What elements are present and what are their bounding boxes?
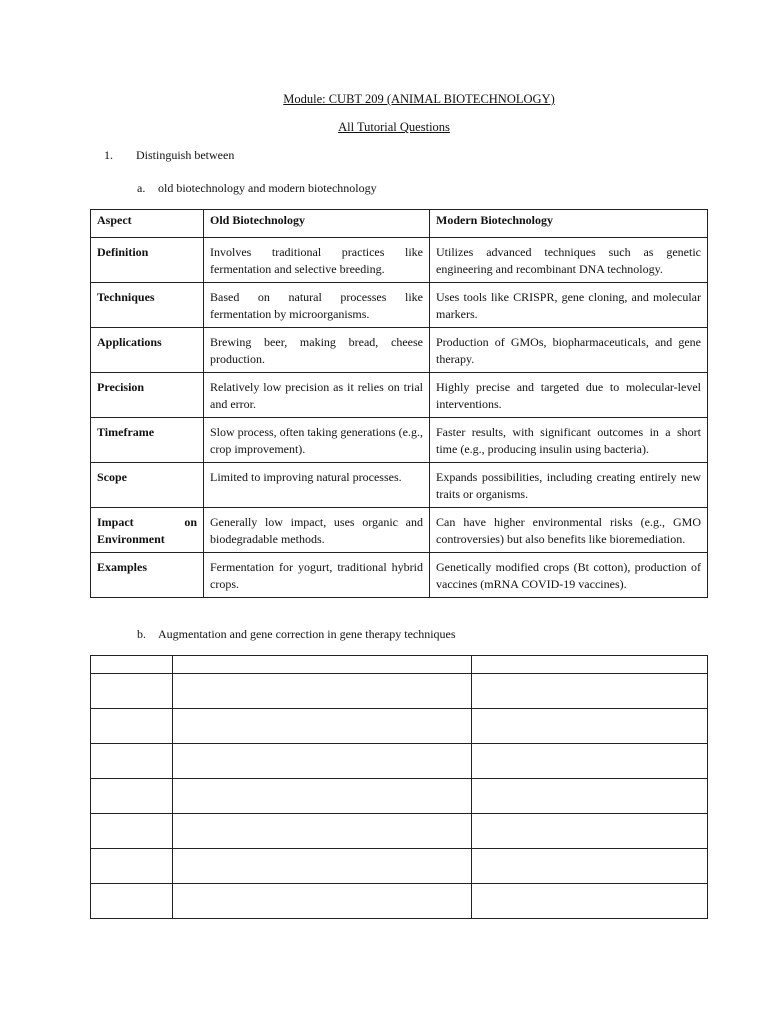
aspect-cell: Definition bbox=[91, 238, 204, 283]
empty-cell bbox=[472, 779, 708, 814]
empty-cell bbox=[472, 674, 708, 709]
empty-table-row bbox=[91, 674, 708, 709]
aspect-word: Impact bbox=[97, 515, 134, 529]
empty-cell bbox=[472, 709, 708, 744]
part-a-letter: a. bbox=[137, 181, 146, 195]
empty-cell bbox=[91, 814, 173, 849]
modern-cell: Can have higher environmental risks (e.g., GMO controversies) but also benefits like bioremediation. bbox=[430, 508, 708, 553]
modern-cell: Highly precise and targeted due to molecular-level interventions. bbox=[430, 373, 708, 418]
empty-cell bbox=[91, 779, 173, 814]
empty-cell bbox=[472, 744, 708, 779]
table-row bbox=[91, 553, 708, 598]
empty-cell bbox=[173, 779, 472, 814]
aspect-cell: Examples bbox=[91, 553, 204, 598]
empty-table-row bbox=[91, 884, 708, 919]
empty-answer-table bbox=[90, 655, 708, 919]
empty-table-row bbox=[91, 744, 708, 779]
empty-cell bbox=[173, 656, 472, 674]
comparison-table bbox=[90, 209, 708, 598]
modern-cell: Utilizes advanced techniques such as genetic engineering and recombinant DNA technology. bbox=[430, 238, 708, 283]
aspect-cell: Precision bbox=[91, 373, 204, 418]
table-row bbox=[91, 418, 708, 463]
old-cell: Fermentation for yogurt, traditional hybrid crops. bbox=[204, 553, 430, 598]
table-row bbox=[91, 283, 708, 328]
empty-table-row bbox=[91, 779, 708, 814]
table-row bbox=[91, 463, 708, 508]
part-b-heading bbox=[137, 627, 456, 642]
table-row bbox=[91, 328, 708, 373]
empty-table-row bbox=[91, 849, 708, 884]
empty-cell bbox=[472, 884, 708, 919]
question-1 bbox=[104, 148, 234, 163]
empty-cell bbox=[173, 814, 472, 849]
tutorial-subtitle: All Tutorial Questions bbox=[338, 120, 450, 134]
part-b-text: Augmentation and gene correction in gene therapy techniques bbox=[158, 627, 456, 641]
empty-cell bbox=[472, 849, 708, 884]
table-row bbox=[91, 238, 708, 283]
empty-cell bbox=[173, 674, 472, 709]
old-cell: Based on natural processes like fermentation by microorganisms. bbox=[204, 283, 430, 328]
part-a-heading bbox=[137, 181, 377, 196]
aspect-cell: Scope bbox=[91, 463, 204, 508]
empty-cell bbox=[472, 656, 708, 674]
empty-cell bbox=[173, 849, 472, 884]
old-cell: Relatively low precision as it relies on trial and error. bbox=[204, 373, 430, 418]
empty-cell bbox=[472, 814, 708, 849]
empty-table-row bbox=[91, 709, 708, 744]
empty-cell bbox=[173, 744, 472, 779]
aspect-word: on bbox=[184, 515, 197, 529]
empty-cell bbox=[91, 849, 173, 884]
question-1-number: 1. bbox=[104, 148, 113, 162]
old-cell: Slow process, often taking generations (e.g., crop improvement). bbox=[204, 418, 430, 463]
aspect-cell: Techniques bbox=[91, 283, 204, 328]
empty-table-row bbox=[91, 814, 708, 849]
old-cell: Brewing beer, making bread, cheese production. bbox=[204, 328, 430, 373]
old-cell: Involves traditional practices like fermentation and selective breeding. bbox=[204, 238, 430, 283]
empty-cell bbox=[173, 884, 472, 919]
modern-cell: Expands possibilities, including creating entirely new traits or organisms. bbox=[430, 463, 708, 508]
empty-cell bbox=[91, 656, 173, 674]
aspect-cell: Timeframe bbox=[91, 418, 204, 463]
empty-table-header-row bbox=[91, 656, 708, 674]
modern-cell: Production of GMOs, biopharmaceuticals, and gene therapy. bbox=[430, 328, 708, 373]
aspect-word: Environment bbox=[97, 532, 165, 546]
empty-cell bbox=[91, 674, 173, 709]
empty-cell bbox=[91, 884, 173, 919]
part-a-text: old biotechnology and modern biotechnology bbox=[158, 181, 377, 195]
aspect-cell: Applications bbox=[91, 328, 204, 373]
empty-cell bbox=[91, 709, 173, 744]
table-row bbox=[91, 508, 708, 553]
old-cell: Generally low impact, uses organic and biodegradable methods. bbox=[204, 508, 430, 553]
empty-cell bbox=[91, 744, 173, 779]
modern-cell: Faster results, with significant outcomes in a short time (e.g., producing insulin using bacteria). bbox=[430, 418, 708, 463]
header-aspect: Aspect bbox=[91, 210, 204, 238]
module-title: Module: CUBT 209 (ANIMAL BIOTECHNOLOGY) bbox=[283, 92, 555, 106]
table-header-row bbox=[91, 210, 708, 238]
modern-cell: Uses tools like CRISPR, gene cloning, and molecular markers. bbox=[430, 283, 708, 328]
old-cell: Limited to improving natural processes. bbox=[204, 463, 430, 508]
modern-cell: Genetically modified crops (Bt cotton), production of vaccines (mRNA COVID-19 vaccines). bbox=[430, 553, 708, 598]
aspect-impact-line bbox=[97, 514, 197, 531]
header-old-biotechnology: Old Biotechnology bbox=[204, 210, 430, 238]
part-b-letter: b. bbox=[137, 627, 146, 641]
aspect-cell bbox=[91, 508, 204, 553]
question-1-text: Distinguish between bbox=[136, 148, 235, 162]
header-modern-biotechnology: Modern Biotechnology bbox=[430, 210, 708, 238]
empty-cell bbox=[173, 709, 472, 744]
table-row bbox=[91, 373, 708, 418]
